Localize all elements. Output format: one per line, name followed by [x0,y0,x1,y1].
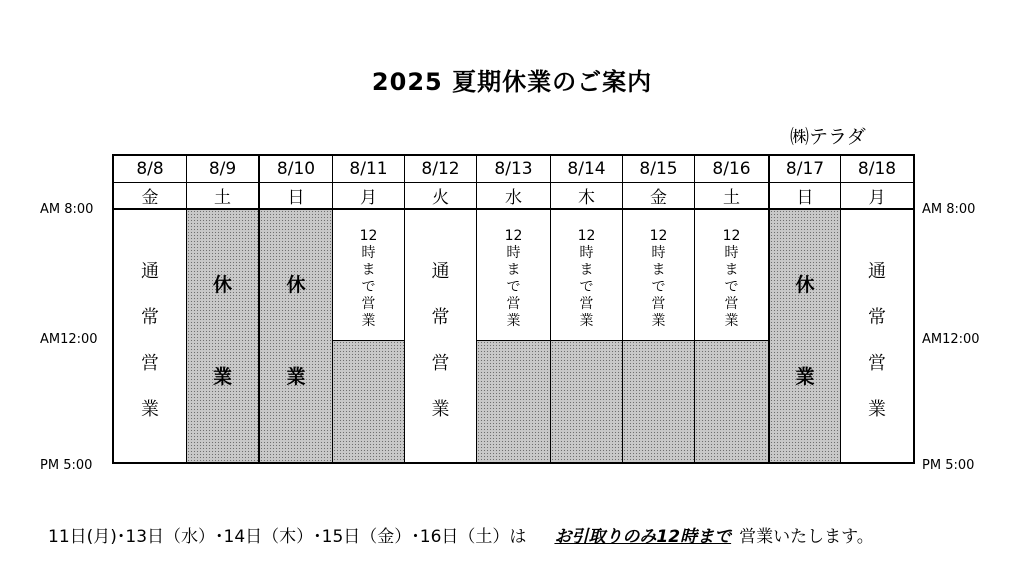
footer-emphasis: お引取りのみ12時まで [554,527,732,547]
status-char: 営 [868,352,886,374]
status-char: ま [579,262,594,278]
status-char: で [506,279,521,295]
status-cell [114,210,186,462]
weekday-cell: 土 [187,182,258,210]
time-label-am8-right: AM 8:00 [922,202,976,217]
day-column [114,156,186,462]
date-cell: 8/13 [477,156,550,183]
footer-note [48,522,874,547]
holiday-schedule-table [112,154,915,464]
status-char: 休 [286,274,306,296]
status-char: 時 [361,245,376,261]
time-label-pm5-left: PM 5:00 [40,458,93,473]
day-column [840,156,913,462]
status-cell [695,210,768,462]
afternoon-closed-area [695,340,768,462]
afternoon-closed-area [333,340,404,462]
weekday-cell: 木 [551,182,622,210]
status-char: で [361,279,376,295]
weekday-cell: 金 [114,182,186,210]
status-char: 営 [579,296,594,312]
status-char: 時 [724,245,739,261]
status-char: ま [651,262,666,278]
status-char: 業 [141,398,159,420]
weekday-cell: 日 [770,182,840,210]
day-column [186,156,258,462]
status-char: 時 [579,245,594,261]
status-char: 時 [651,245,666,261]
status-char: ま [724,262,739,278]
status-cell [260,210,332,462]
status-char: 業 [431,398,450,420]
status-char: 12 [577,228,596,244]
weekday-cell: 月 [841,182,913,210]
status-char: 常 [141,306,159,328]
day-column [258,156,332,462]
status-char: 営 [651,296,666,312]
date-cell: 8/16 [695,156,768,183]
time-label-am12-left: AM12:00 [40,332,98,347]
status-char: 営 [361,296,376,312]
status-char: 業 [795,366,815,388]
day-column [332,156,404,462]
day-column [404,156,476,462]
day-column [694,156,768,462]
status-cell [551,210,622,462]
status-char: 業 [361,313,376,329]
status-char: 12 [722,228,741,244]
status-cell [477,210,550,462]
status-cell [333,210,404,462]
date-cell: 8/18 [841,156,913,183]
status-char: 12 [649,228,668,244]
date-cell: 8/17 [770,156,840,183]
status-char: 常 [431,306,450,328]
footer-suffix: 営業いたします。 [739,527,874,547]
date-cell: 8/10 [260,156,332,183]
time-label-am8-left: AM 8:00 [40,202,94,217]
status-char: 休 [795,274,815,296]
time-label-am12-right: AM12:00 [922,332,980,347]
weekday-cell: 火 [405,182,476,210]
status-char: 業 [651,313,666,329]
status-char: 12 [504,228,523,244]
weekday-cell: 水 [477,182,550,210]
status-cell [405,210,476,462]
footer-prefix: 11日(月)･13日（水）･14日（木）･15日（金）･16日（土）は [48,527,527,547]
date-cell: 8/9 [187,156,258,183]
status-cell [187,210,258,462]
date-cell: 8/11 [333,156,404,183]
status-char: 時 [506,245,521,261]
status-char: 業 [506,313,521,329]
status-char: 12 [359,228,378,244]
status-char: ま [361,262,376,278]
day-column [622,156,694,462]
status-char: 常 [868,306,886,328]
status-char: で [651,279,666,295]
status-char: 営 [141,352,159,374]
status-char: 業 [724,313,739,329]
status-char: 業 [868,398,886,420]
page-title: 2025 夏期休業のご案内 [371,68,653,96]
status-cell [623,210,694,462]
date-cell: 8/12 [405,156,476,183]
afternoon-closed-area [551,340,622,462]
weekday-cell: 金 [623,182,694,210]
day-column [768,156,840,462]
day-column [476,156,550,462]
status-char: 業 [286,366,306,388]
weekday-cell: 土 [695,182,768,210]
status-char: 通 [868,260,886,282]
status-char: ま [506,262,521,278]
status-char: で [724,279,739,295]
status-cell [770,210,840,462]
weekday-cell: 月 [333,182,404,210]
afternoon-closed-area [477,340,550,462]
date-cell: 8/8 [114,156,186,183]
status-cell [841,210,913,462]
status-char: 通 [431,260,450,282]
day-column [550,156,622,462]
status-char: 休 [212,274,232,296]
status-char: 営 [431,352,450,374]
date-cell: 8/14 [551,156,622,183]
status-char: 業 [212,366,232,388]
status-char: で [579,279,594,295]
status-char: 営 [506,296,521,312]
afternoon-closed-area [623,340,694,462]
status-char: 業 [579,313,594,329]
time-label-pm5-right: PM 5:00 [922,458,975,473]
status-char: 営 [724,296,739,312]
status-char: 通 [141,260,159,282]
date-cell: 8/15 [623,156,694,183]
weekday-cell: 日 [260,182,332,210]
company-name: ㈱テラダ [790,126,866,148]
